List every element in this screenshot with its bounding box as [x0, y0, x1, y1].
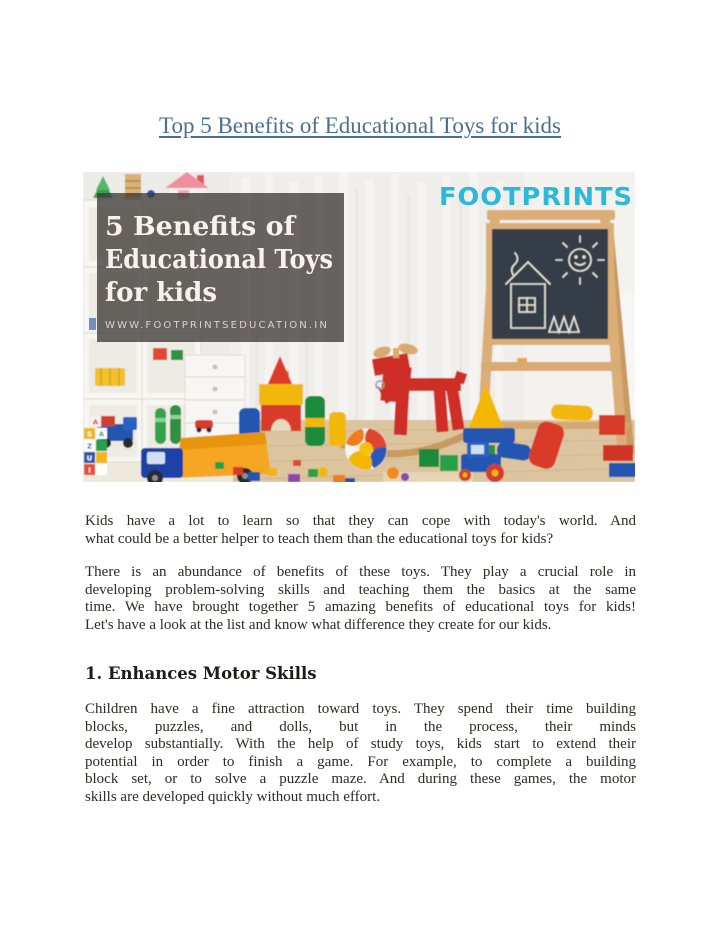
drawer-unit: [185, 355, 245, 445]
svg-text:I: I: [88, 466, 91, 475]
page-title-link[interactable]: Top 5 Benefits of Educational Toys for kids: [159, 113, 561, 138]
text-line: potential in order to finish a game. For example, to complete a building: [85, 753, 636, 770]
hero-overlay: [89, 193, 344, 342]
intro-paragraph-1: [85, 513, 636, 548]
text-line: Kids have a lot to learn so that they can cope with today's world. And: [85, 513, 636, 529]
svg-text:S: S: [86, 430, 93, 439]
brand-logo: FOOTPRINTS: [439, 182, 633, 211]
section-heading: 1. Enhances Motor Skills: [85, 664, 317, 683]
svg-text:Z: Z: [86, 442, 93, 451]
intro-paragraph-2: [85, 564, 636, 634]
text-line: develop substantially. With the help of study toys, kids start to extend their: [85, 736, 636, 752]
text-line: There is an abundance of benefits of these toys. They play a crucial role in: [85, 564, 636, 580]
text-line: what could be a better helper to teach them than the educational toys for kids?: [85, 530, 554, 547]
hero-image: [83, 172, 635, 482]
text-line: time. We have brought together 5 amazing benefits of educational toys for kids!: [85, 599, 636, 615]
page-title: [0, 113, 720, 139]
hero-caption-line2: Educational Toys: [105, 245, 333, 275]
svg-text:U: U: [86, 454, 93, 463]
text-line: Let's have a look at the list and know what difference they create for our kids.: [85, 616, 552, 633]
hero-caption-line3: for kids: [105, 278, 217, 308]
text-line: blocks, puzzles, and dolls, but in the process, their minds: [85, 718, 636, 735]
section-paragraph: [85, 701, 636, 806]
text-line: block set, or to solve a puzzle maze. And during these games, the motor: [85, 771, 636, 787]
hero-caption-line1: 5 Benefits of: [105, 212, 297, 242]
svg-text:A: A: [98, 430, 105, 439]
svg-text:A: A: [92, 418, 99, 427]
text-line: developing problem-solving skills and teaching them the basics at the same: [85, 581, 636, 598]
hero-website: WWW.FOOTPRINTSEDUCATION.IN: [105, 320, 329, 331]
text-line: Children have a fine attraction toward toys. They spend their time building: [85, 701, 636, 717]
text-line: skills are developed quickly without much effort.: [85, 788, 381, 805]
